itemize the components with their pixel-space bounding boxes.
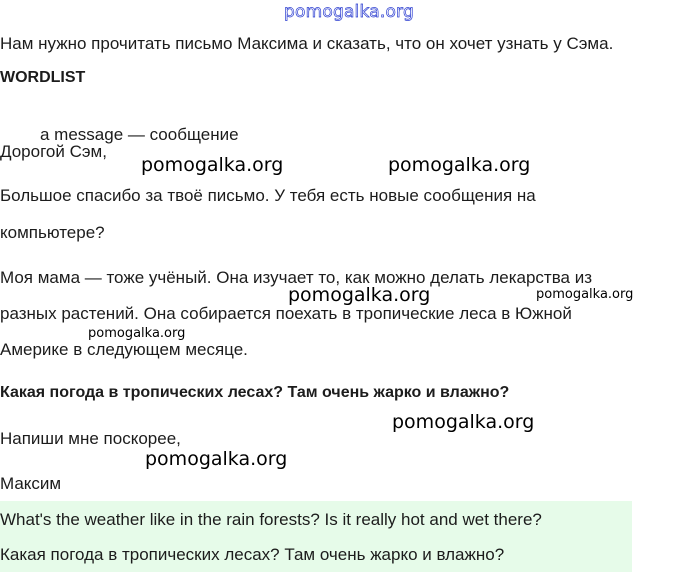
letter-signature: Максим (0, 474, 62, 493)
watermark-top: pomogalka.org (284, 2, 414, 22)
wordlist-heading: WORDLIST (0, 69, 86, 86)
task-text: Нам нужно прочитать письмо Максима и сказать, что он хочет узнать у Сэма. (0, 34, 614, 53)
watermark-5: pomogalka.org (88, 326, 186, 341)
letter-greeting: Дорогой Сэм, (0, 142, 107, 161)
answer-box (0, 501, 632, 572)
letter-closing: Напиши мне поскорее, (0, 429, 181, 448)
watermark-7: pomogalka.org (145, 448, 288, 470)
watermark-6: pomogalka.org (392, 411, 535, 433)
letter-paragraph-2-line-2: разных растений. Она собирается поехать в тропические леса в Южной (0, 304, 572, 323)
letter-paragraph-2-line-1: Моя мама — тоже учёный. Она изучает то, как можно делать лекарства из (0, 268, 593, 287)
watermark-1: pomogalka.org (141, 154, 284, 176)
answer-russian: Какая погода в тропических лесах? Там очень жарко и влажно? (0, 545, 505, 564)
wordlist-item (40, 125, 239, 144)
letter-question: Какая погода в тропических лесах? Там очень жарко и влажно? (0, 384, 510, 401)
watermark-2: pomogalka.org (388, 154, 531, 176)
letter-paragraph-1-line-2: компьютере? (0, 223, 105, 242)
watermark-4: pomogalka.org (536, 287, 634, 302)
answer-english: What's the weather like in the rain forests? Is it really hot and wet there? (0, 510, 542, 529)
letter-paragraph-2-line-3: Америке в следующем месяце. (0, 340, 248, 359)
watermark-3: pomogalka.org (288, 284, 431, 306)
letter-paragraph-1-line-1: Большое спасибо за твоё письмо. У тебя есть новые сообщения на (0, 186, 536, 205)
wordlist-item-text: a message — сообщение (40, 125, 239, 144)
